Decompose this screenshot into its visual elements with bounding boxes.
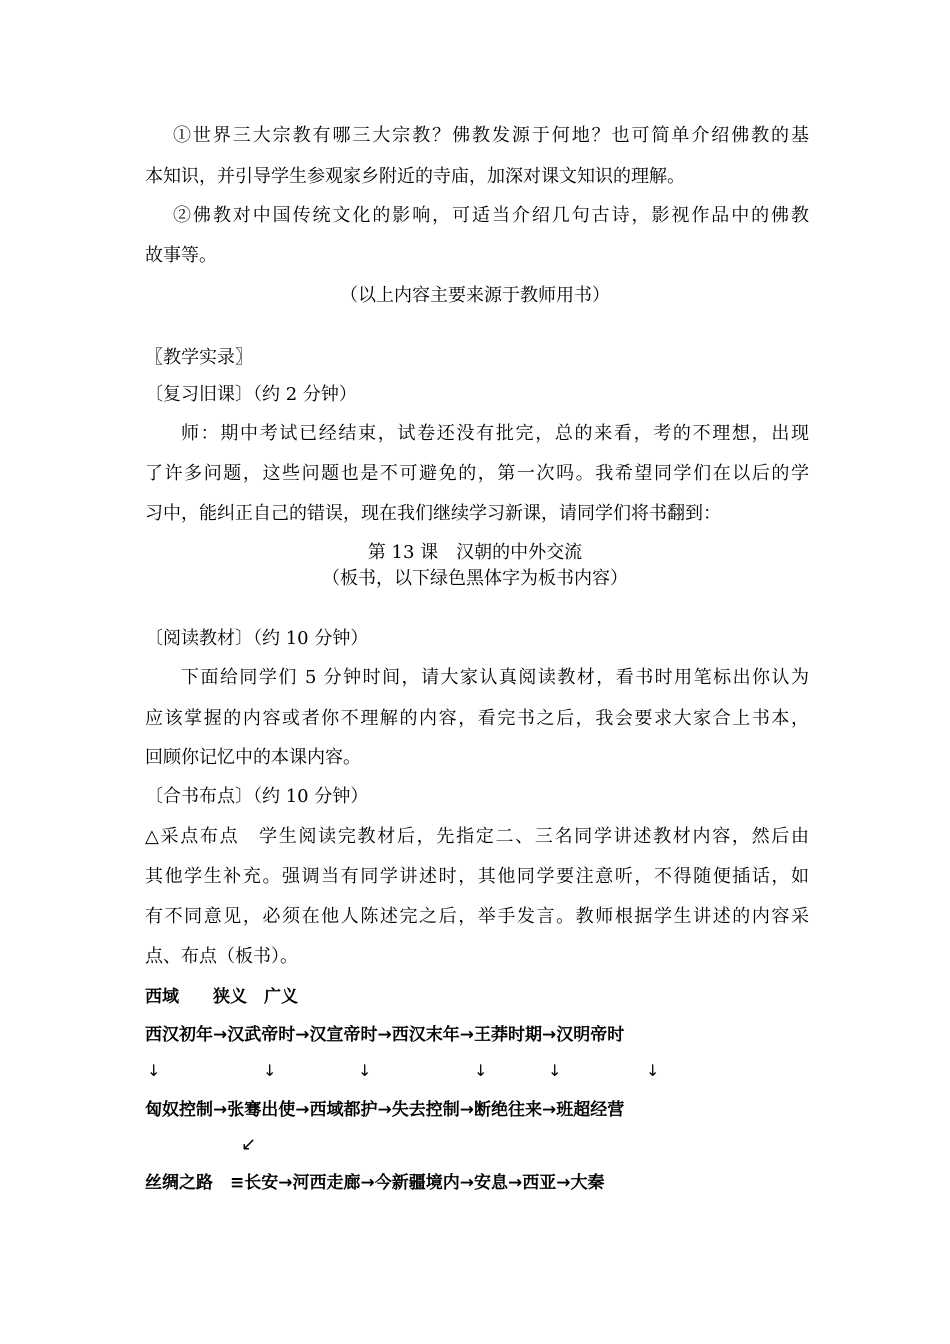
reading-line2: 应该掌握的内容或者你不理解的内容，看完书之后，我会要求大家合上书本， [145, 708, 809, 729]
source-note: （以上内容主要来源于教师用书） [340, 285, 610, 306]
reading-line3: 回顾你记忆中的本课内容。 [145, 747, 361, 768]
review-line3: 习中，能纠正自己的错误，现在我们继续学习新课，请同学们将书翻到： [145, 503, 721, 524]
board-timeline-row: 西汉初年→汉武帝时→汉宣帝时→西汉末年→王莽时期→汉明帝时 [145, 1025, 625, 1045]
down-arrow-icon: ↓ [646, 1061, 660, 1080]
closing-heading: 〔合书布点〕（约 10 分钟） [145, 786, 369, 807]
closing-line4: 点、布点（板书）。 [145, 946, 298, 967]
reading-heading: 〔阅读教材〕（约 10 分钟） [145, 628, 369, 649]
intro-p2-line2: 故事等。 [145, 245, 217, 266]
closing-line3: 有不同意见，必须在他人陈述完之后，举手发言。教师根据学生讲述的内容采 [145, 906, 809, 927]
reading-line1: 下面给同学们 5 分钟时间，请大家认真阅读教材，看书时用笔标出你认为 [181, 667, 809, 688]
down-arrow-icon: ↓ [548, 1061, 562, 1080]
intro-p1-line1: ①世界三大宗教有哪三大宗教？佛教发源于何地？也可简单介绍佛教的基 [173, 125, 809, 146]
teaching-record-heading: 〖教学实录〗 [145, 347, 253, 368]
intro-p2-line1: ②佛教对中国传统文化的影响，可适当介绍几句古诗，影视作品中的佛教 [173, 205, 809, 226]
lesson-note: （板书，以下绿色黑体字为板书内容） [322, 568, 628, 589]
down-arrow-icon: ↓ [474, 1061, 488, 1080]
review-heading: 〔复习旧课〕（约 2 分钟） [145, 384, 357, 405]
intro-p1-line2: 本知识，并引导学生参观家乡附近的寺庙，加深对课文知识的理解。 [145, 166, 685, 187]
down-arrow-icon: ↓ [263, 1061, 277, 1080]
review-line2: 了许多问题，这些问题也是不可避免的，第一次吗。我希望同学们在以后的学 [145, 463, 809, 484]
review-line1: 师：期中考试已经结束，试卷还没有批完，总的来看，考的不理想，出现 [181, 423, 809, 444]
closing-line2: 其他学生补充。强调当有同学讲述时，其他同学要注意听，不得随便插话，如 [145, 866, 809, 887]
closing-line1: △采点布点 学生阅读完教材后，先指定二、三名同学讲述教材内容，然后由 [145, 826, 809, 847]
down-arrow-icon: ↓ [358, 1061, 372, 1080]
board-xiyu-row: 西域 狭义 广义 [145, 987, 298, 1007]
lesson-title: 第 13 课 汉朝的中外交流 [367, 542, 583, 563]
board-silk-road-row: 丝绸之路 ≡长安→河西走廊→今新疆境内→安息→西亚→大秦 [145, 1173, 605, 1193]
board-events-row: 匈奴控制→张骞出使→西域都护→失去控制→断绝往来→班超经营 [145, 1100, 625, 1120]
down-arrow-icon: ↓ [147, 1061, 161, 1080]
diagonal-arrow-icon: ↙ [241, 1134, 257, 1155]
